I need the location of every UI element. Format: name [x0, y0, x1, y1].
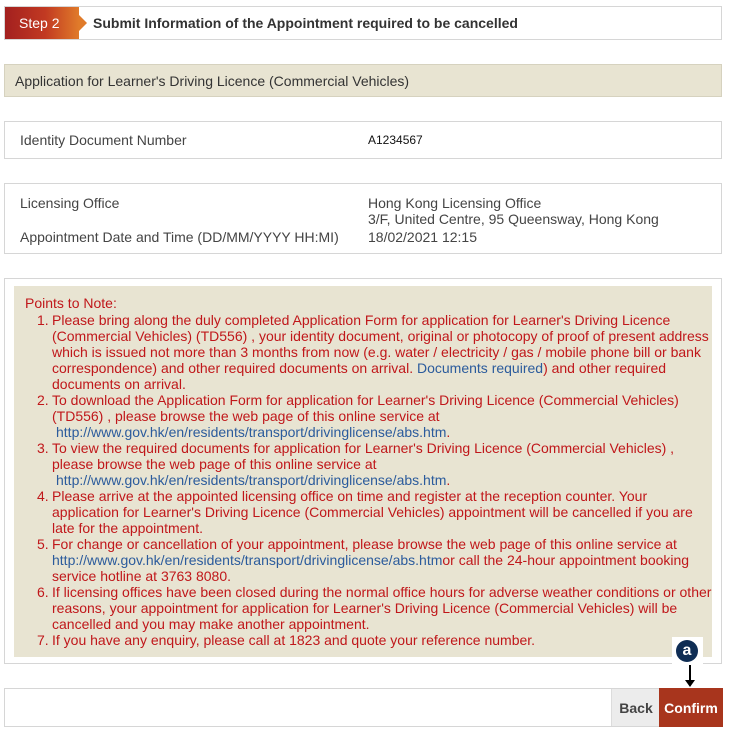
note-number: 4. [37, 488, 49, 504]
abs-url-link[interactable]: http://www.gov.hk/en/residents/transport/drivinglicense/abs.htm [56, 472, 447, 488]
step-badge: Step 2 [5, 7, 79, 39]
note-item-7 [25, 632, 712, 648]
identity-section [4, 121, 722, 159]
documents-required-link[interactable]: Documents required [417, 360, 544, 376]
note-item-5 [25, 536, 712, 584]
note-text: ) and other required documents on arrival. [52, 360, 667, 392]
note-text: If you have any enquiry, please call at 1823 and quote your reference number. [52, 632, 536, 648]
note-text: To download the Application Form for application for Learner's Driving Licence (Commercial Vehicles) (TD556) , please browse the web page of this online service at [52, 392, 679, 424]
abs-url-link[interactable]: http://www.gov.hk/en/residents/transport/drivinglicense/abs.htm [56, 424, 447, 440]
application-type-bar: Application for Learner's Driving Licence (Commercial Vehicles) [4, 64, 722, 97]
appointment-datetime-value: 18/02/2021 12:15 [368, 229, 477, 245]
note-number: 7. [37, 632, 49, 648]
identity-label: Identity Document Number [20, 132, 187, 148]
back-button[interactable]: Back [611, 689, 660, 726]
note-text: For change or cancellation of your appointment, please browse the web page of this online service at [52, 536, 677, 552]
action-bar [4, 688, 722, 727]
licensing-office-label: Licensing Office [20, 195, 120, 211]
appointment-section [4, 183, 722, 254]
callout-a-icon: a [676, 640, 698, 662]
note-number: 3. [37, 440, 49, 456]
note-text: To view the required documents for application for Learner's Driving Licence (Commercial Vehicles) , please browse the web page of this online service at [52, 440, 675, 472]
callout-marker [672, 637, 703, 665]
note-item-1 [25, 312, 712, 392]
note-text: Please arrive at the appointed licensing office on time and register at the reception counter. Your application for Learner's Driving Licence (Commercial Vehicles) appointment will be cancelled if you are late for the appointment. [52, 488, 693, 536]
identity-value: A1234567 [368, 133, 423, 147]
points-to-note [14, 286, 712, 657]
note-item-2: 2. To download the Application Form for application for Learner's Driving Licence (Commercial Vehicles) (TD556) , please browse the web page of this online service at http://www.gov.hk/en/residents/transport/drivinglicense/abs.htm. [37, 392, 679, 440]
confirm-button[interactable]: Confirm [659, 688, 723, 727]
step-header [4, 6, 722, 40]
note-number: 2. [37, 392, 49, 408]
note-item-3: 3. To view the required documents for application for Learner's Driving Licence (Commercial Vehicles) , please browse the web page of this online service at http://www.gov.hk/en/residents/transport/drivinglicense/abs.htm. [37, 440, 675, 488]
note-number: 1. [37, 312, 49, 328]
abs-url-link[interactable]: http://www.gov.hk/en/residents/transport/drivinglicense/abs.htm [52, 552, 443, 568]
note-number: 6. [37, 584, 49, 600]
notes-list [25, 312, 712, 648]
note-text: Please bring along the duly completed Application Form for application for Learner's Driving Licence (Commercial Vehicles) (TD556) , your identity document, original or photocopy of proof of present address which is issued not more than 3 months from now (e.g. water / electricity / gas / mobile phone bill or bank correspondence) and other required documents on arrival. [52, 312, 709, 376]
appointment-datetime-label: Appointment Date and Time (DD/MM/YYYY HH:MI) [20, 229, 339, 245]
note-item-6 [25, 584, 712, 632]
notes-heading: Points to Note: [25, 295, 117, 311]
note-text: or call the 24-hour appointment booking service hotline at 3763 8080. [52, 552, 690, 584]
arrow-down-icon [685, 680, 695, 687]
licensing-office-name: Hong Kong Licensing Office [368, 195, 542, 211]
note-item-4 [25, 488, 712, 536]
notes-section [4, 278, 722, 664]
note-number: 5. [37, 536, 49, 552]
step-title: Submit Information of the Appointment required to be cancelled [93, 15, 518, 31]
note-text: If licensing offices have been closed during the normal office hours for adverse weather conditions or other reasons, your appointment for application for Learner's Driving Licence (Commercial Vehicles) will be cancelled and you may make another appointment. [52, 584, 712, 632]
licensing-office-address: 3/F, United Centre, 95 Queensway, Hong Kong [368, 211, 659, 227]
